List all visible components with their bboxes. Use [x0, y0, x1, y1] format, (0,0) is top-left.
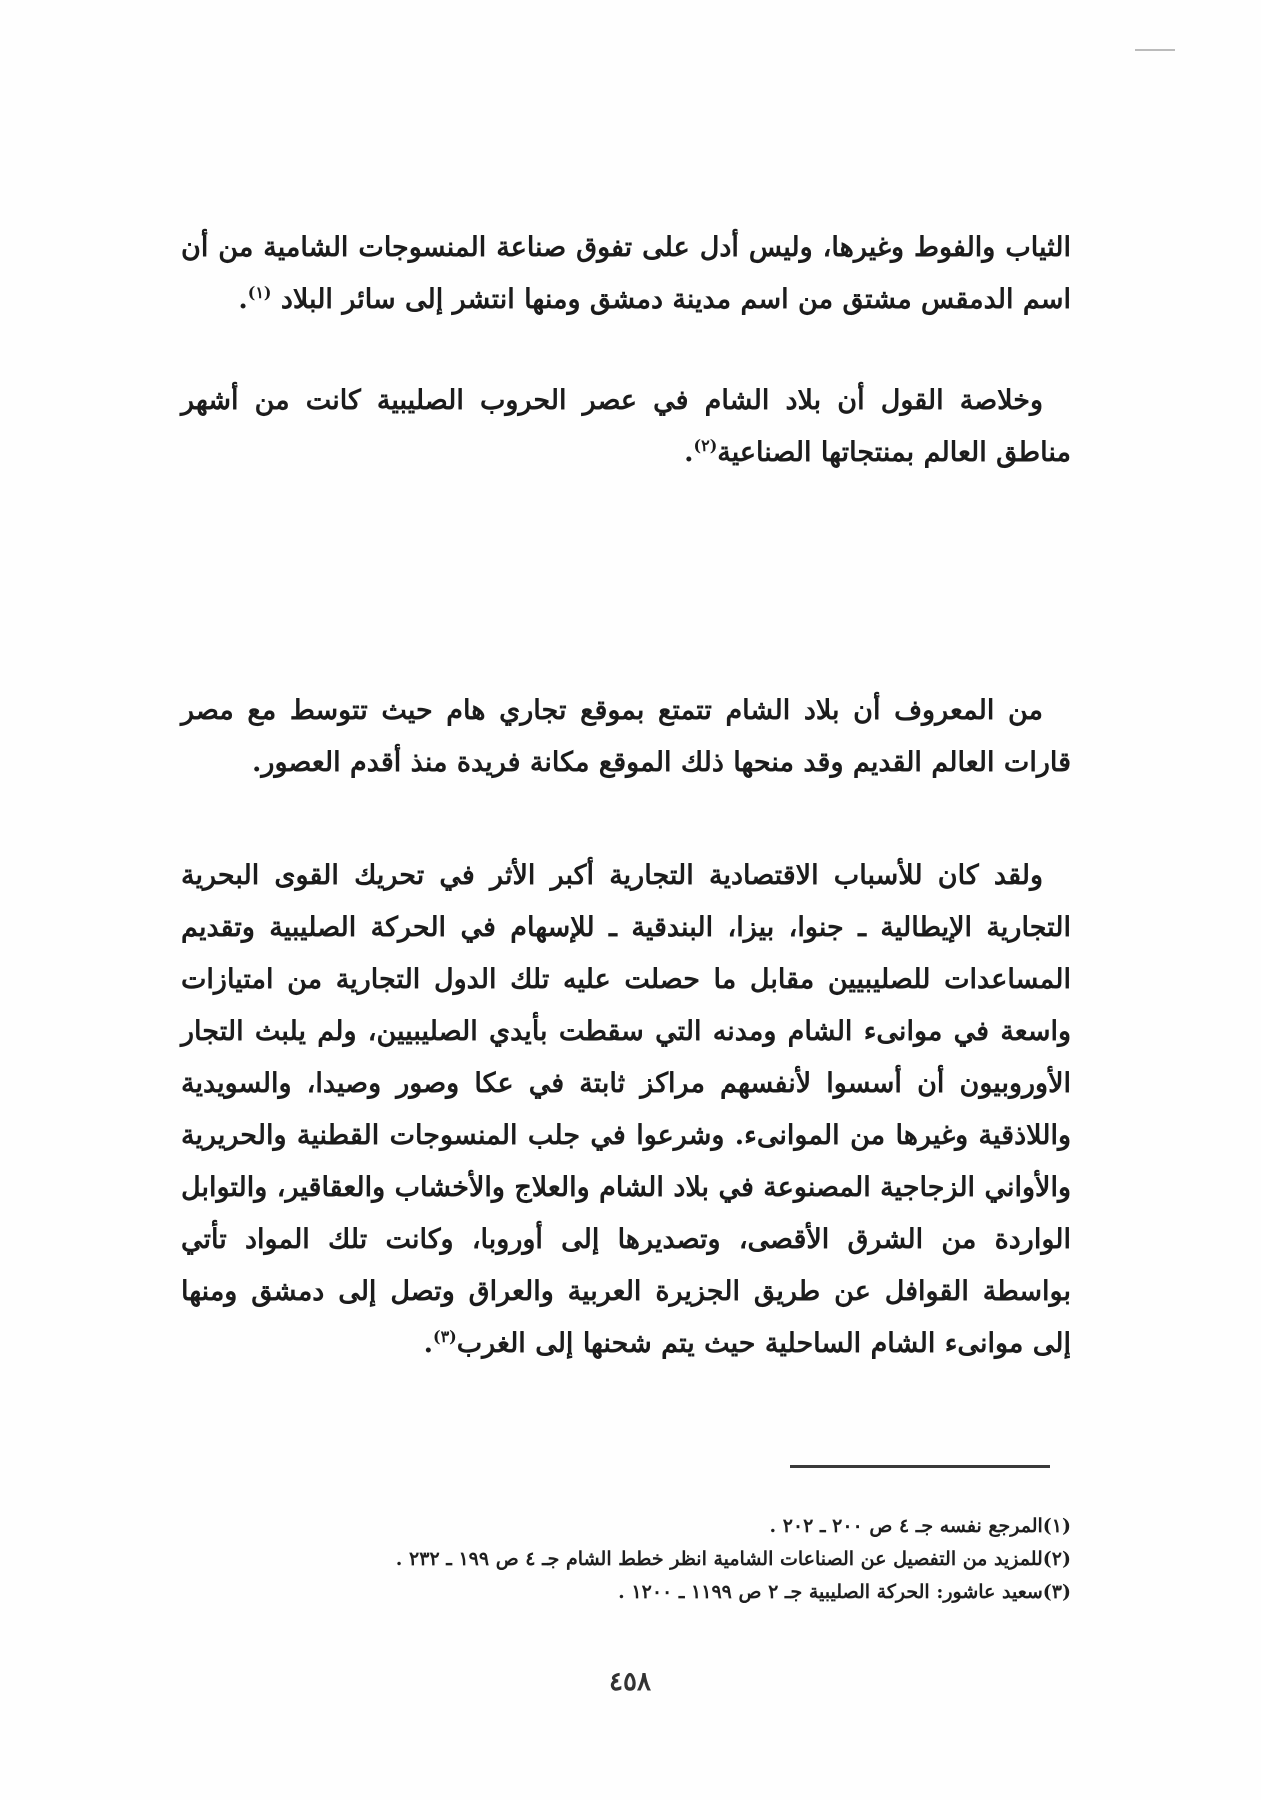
paragraph-end: . [238, 284, 248, 315]
paragraph-end: . [423, 1328, 433, 1359]
scan-artifact [1135, 49, 1175, 51]
paragraph-summary [181, 375, 1071, 479]
paragraph-text: من المعروف أن بلاد الشام تتمتع بموقع تجاري هام حيث تتوسط مع مصر قارات العالم القديم وقد منحها ذلك الموقع مكانة فريدة منذ أقدم العصور. [181, 695, 1071, 778]
paragraph-commerce [181, 850, 1071, 1370]
paragraph-end: . [684, 437, 694, 468]
paragraph-text: وخلاصة القول أن بلاد الشام في عصر الحروب الصليبية كانت من أشهر مناطق العالم بمنتجاتها الصناعية [181, 385, 1071, 468]
page-number: ٤٥٨ [609, 1667, 651, 1697]
footnote-item [171, 1510, 1071, 1543]
footnotes-section [171, 1510, 1071, 1609]
footnote-number: (٢) [1042, 1548, 1071, 1570]
paragraph-text: الثياب والفوط وغيرها، وليس أدل على تفوق صناعة المنسوجات الشامية من أن اسم الدمقس مشتق من اسم مدينة دمشق ومنها انتشر إلى سائر البلاد [181, 232, 1071, 315]
footnote-text: سعيد عاشور: الحركة الصليبية جـ ٢ ص ١١٩٩ ـ ١٢٠٠ . [618, 1581, 1043, 1603]
paragraph-textiles [181, 222, 1071, 326]
footnote-item [171, 1576, 1071, 1609]
footnote-ref[interactable]: (٢) [693, 436, 718, 455]
footnote-number: (١) [1042, 1515, 1071, 1537]
footnote-number: (٣) [1042, 1581, 1071, 1603]
footnote-text: المرجع نفسه جـ ٤ ص ٢٠٠ ـ ٢٠٢ . [769, 1515, 1043, 1537]
footnote-text: للمزيد من التفصيل عن الصناعات الشامية انظر خطط الشام جـ ٤ ص ١٩٩ ـ ٢٣٢ . [395, 1548, 1043, 1570]
footnote-ref[interactable]: (٣) [432, 1327, 457, 1346]
footnote-divider [790, 1465, 1050, 1468]
paragraph-text: ولقد كان للأسباب الاقتصادية التجارية أكبر الأثر في تحريك القوى البحرية التجارية الإيطالية ـ جنوا، بيزا، البندقية ـ للإسهام في الحركة الصليبية وتقديم المساعدات للصليبيين مقابل ما حصلت عليه تلك الدول التجارية من امتيازات واسعة في موانىء الشام ومدنه التي سقطت بأيدي الصليبيين، ولم يلبث التجار الأوروبيون أن أسسوا لأنفسهم مراكز ثابتة في عكا وصور وصيدا، والسويدية واللاذقية وغيرها من الموانىء. وشرعوا في جلب المنسوجات القطنية والحريرية والأواني الزجاجية المصنوعة في بلاد الشام والعلاج والأخشاب والعقاقير، والتوابل الواردة من الشرق الأقصى، وتصديرها إلى أوروبا، وكانت تلك المواد تأتي بواسطة القوافل عن طريق الجزيرة العربية والعراق وتصل إلى دمشق ومنها إلى موانىء الشام الساحلية حيث يتم شحنها إلى الغرب [181, 860, 1071, 1359]
footnote-item [171, 1543, 1071, 1576]
footnote-ref[interactable]: (١) [247, 283, 272, 302]
paragraph-location [181, 685, 1071, 789]
